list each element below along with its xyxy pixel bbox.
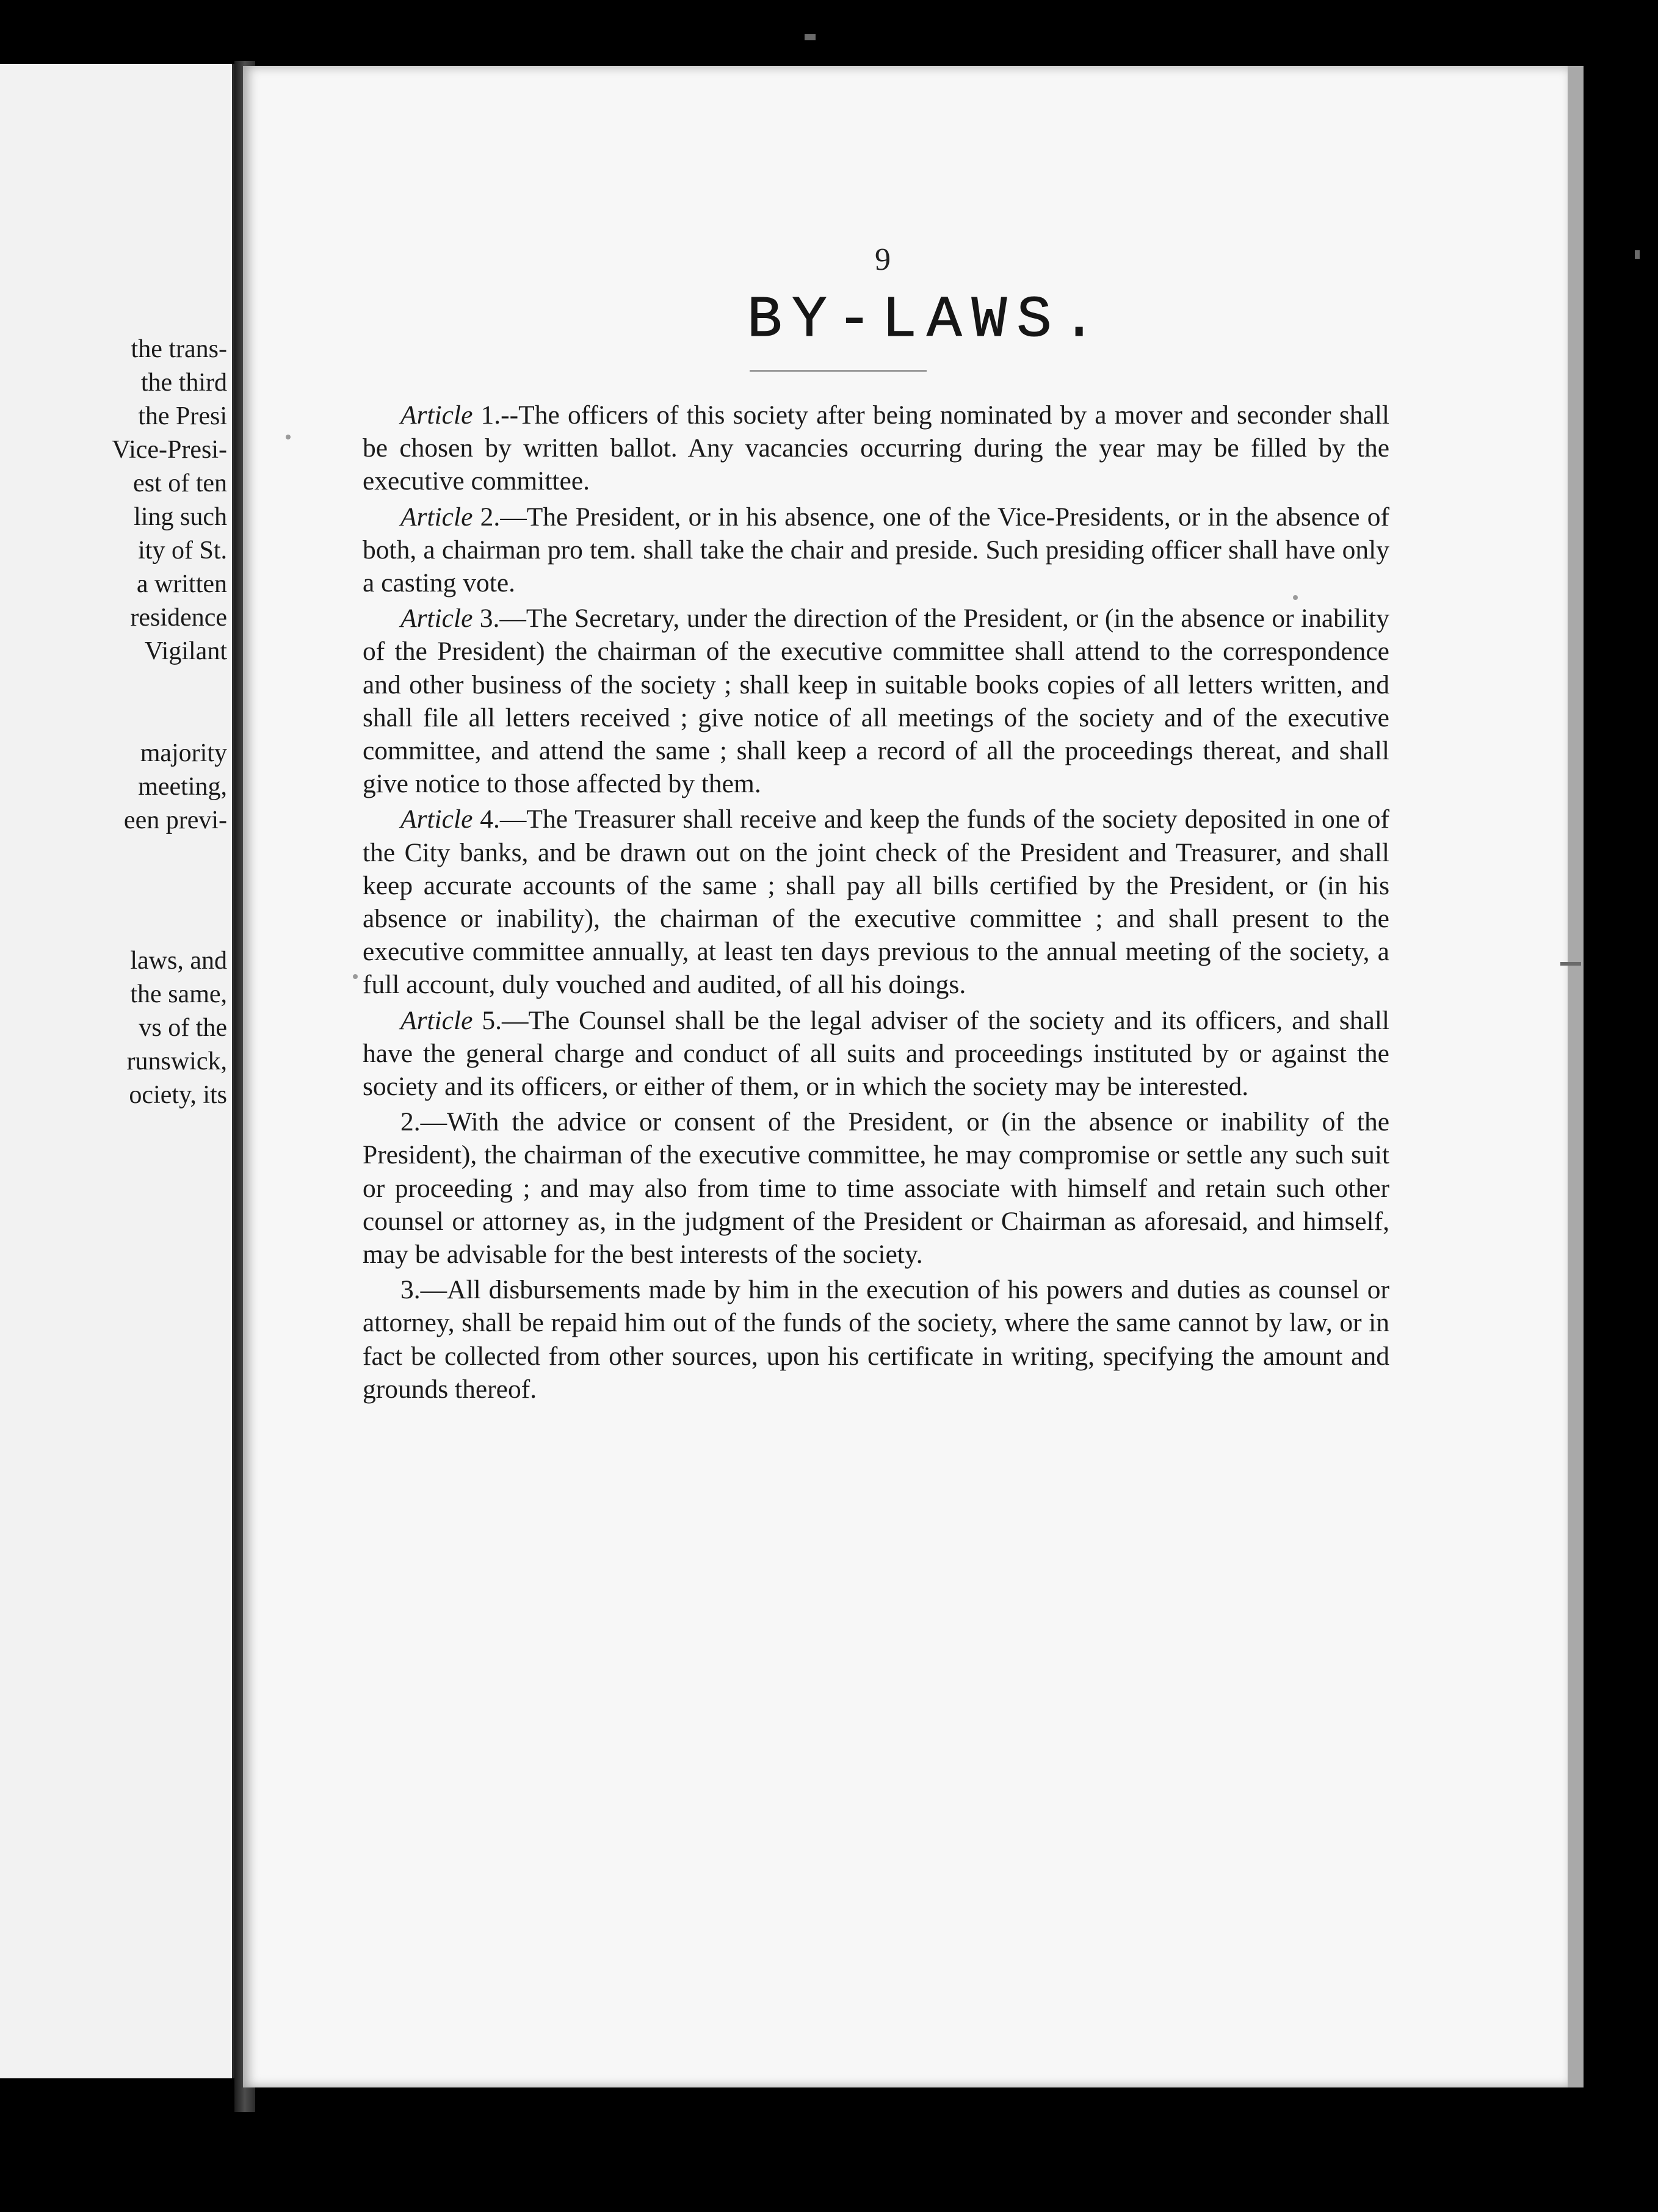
facing-line: majority: [140, 739, 227, 767]
facing-line: laws, and: [130, 947, 227, 975]
subsection-paragraph: [363, 1273, 1389, 1406]
article-label: Article: [400, 1005, 473, 1035]
article-label: Article: [400, 502, 473, 532]
facing-line: ling such: [134, 503, 227, 531]
article-paragraph: [363, 399, 1389, 498]
facing-line: meeting,: [138, 773, 227, 801]
article-text: 3.—The Secretary, under the direction of the President, or (in the absence or inability of the President) the chairman of the executive committee shall attend to the correspondence and other business of the society ; shall keep in suitable books copies of all letters written, and shall file all letters received ; give notice of all meetings of the society and of the executive committee, and attend the same ; shall keep a record of all the proceedings thereat, and shall give notice to those affected by them.: [363, 604, 1389, 799]
page-number: 9: [875, 242, 891, 277]
article-label: Article: [400, 804, 473, 834]
article-text: 1.--The officers of this society after being nominated by a mover and seconder shall be chosen by written ballot. Any vacancies occurring during the year may be filled by the executive committee.: [363, 400, 1389, 496]
facing-line: ity of St.: [138, 537, 227, 565]
scan-speck: [1293, 595, 1298, 600]
facing-page-text: [12, 333, 232, 1112]
facing-line: ociety, its: [129, 1081, 227, 1109]
scan-mark: [805, 34, 816, 40]
article-paragraph: [363, 1004, 1389, 1104]
facing-line: the trans-: [131, 335, 227, 363]
subsection-text: 2.—With the advice or consent of the President, or (in the absence or inability of the President), the chairman of the executive committee, he may compromise or settle any such suit or proceeding ; and may also from time to time associate with himself and retain such other counsel or attorney as, in the judgment of the President or Chairman as aforesaid, and himself, may be advisable for the best interests of the society.: [363, 1107, 1389, 1270]
facing-gap: [12, 837, 232, 944]
facing-line: a written: [136, 570, 227, 598]
facing-line: residence: [130, 604, 227, 632]
page-title: BY-LAWS.: [747, 287, 1107, 353]
article-label: Article: [400, 400, 473, 430]
scan-mark: [1560, 962, 1581, 966]
scan-mark: [1635, 250, 1640, 259]
article-paragraph: [363, 803, 1389, 1001]
facing-line: vs of the: [139, 1014, 227, 1042]
bylaws-body: [363, 399, 1389, 1408]
article-paragraph: [363, 501, 1389, 600]
facing-line: the Presi: [138, 402, 227, 430]
title-divider: [750, 370, 927, 372]
scan-speck: [286, 435, 291, 439]
document-page: [243, 66, 1584, 2087]
facing-gap: [12, 668, 232, 737]
subsection-text: 3.—All disbursements made by him in the execution of his powers and duties as counsel or attorney, shall be repaid him out of the funds of the society, where the same cannot by law, or in fact be collected from other sources, upon his certificate in writing, specifying the amount and grounds thereof.: [363, 1275, 1389, 1404]
article-text: 2.—The President, or in his absence, one of the Vice-Presidents, or in the absence of both, a chairman pro tem. shall take the chair and preside. Such presiding officer shall have only a casting vote.: [363, 502, 1389, 598]
facing-line: Vigilant: [144, 637, 227, 665]
subsection-paragraph: [363, 1105, 1389, 1271]
facing-line: the third: [140, 369, 227, 397]
facing-page-left: [0, 64, 234, 2078]
article-paragraph: [363, 602, 1389, 800]
article-text: 5.—The Counsel shall be the legal adviser of the society and its officers, and shall have the general charge and conduct of all suits and proceedings instituted by or against the society and its officers, or either of them, or in which the society may be interested.: [363, 1005, 1389, 1102]
scan-speck: [353, 974, 358, 979]
facing-line: the same,: [130, 980, 227, 1008]
facing-line: est of ten: [133, 469, 227, 497]
article-label: Article: [400, 604, 473, 634]
article-text: 4.—The Treasurer shall receive and keep the funds of the society deposited in one of the City banks, and be drawn out on the joint check of the President and Treasurer, and shall keep accurate accounts of the same ; shall pay all bills certified by the President, or (in his absence or inability), the chairman of the executive committee ; and shall present to the executive committee annually, at least ten days previous to the annual meeting of the society, a full account, duly vouched and audited, of all his doings.: [363, 804, 1389, 1000]
facing-line: Vice-Presi-: [112, 436, 227, 464]
facing-line: een previ-: [123, 806, 227, 834]
facing-line: runswick,: [126, 1047, 227, 1075]
